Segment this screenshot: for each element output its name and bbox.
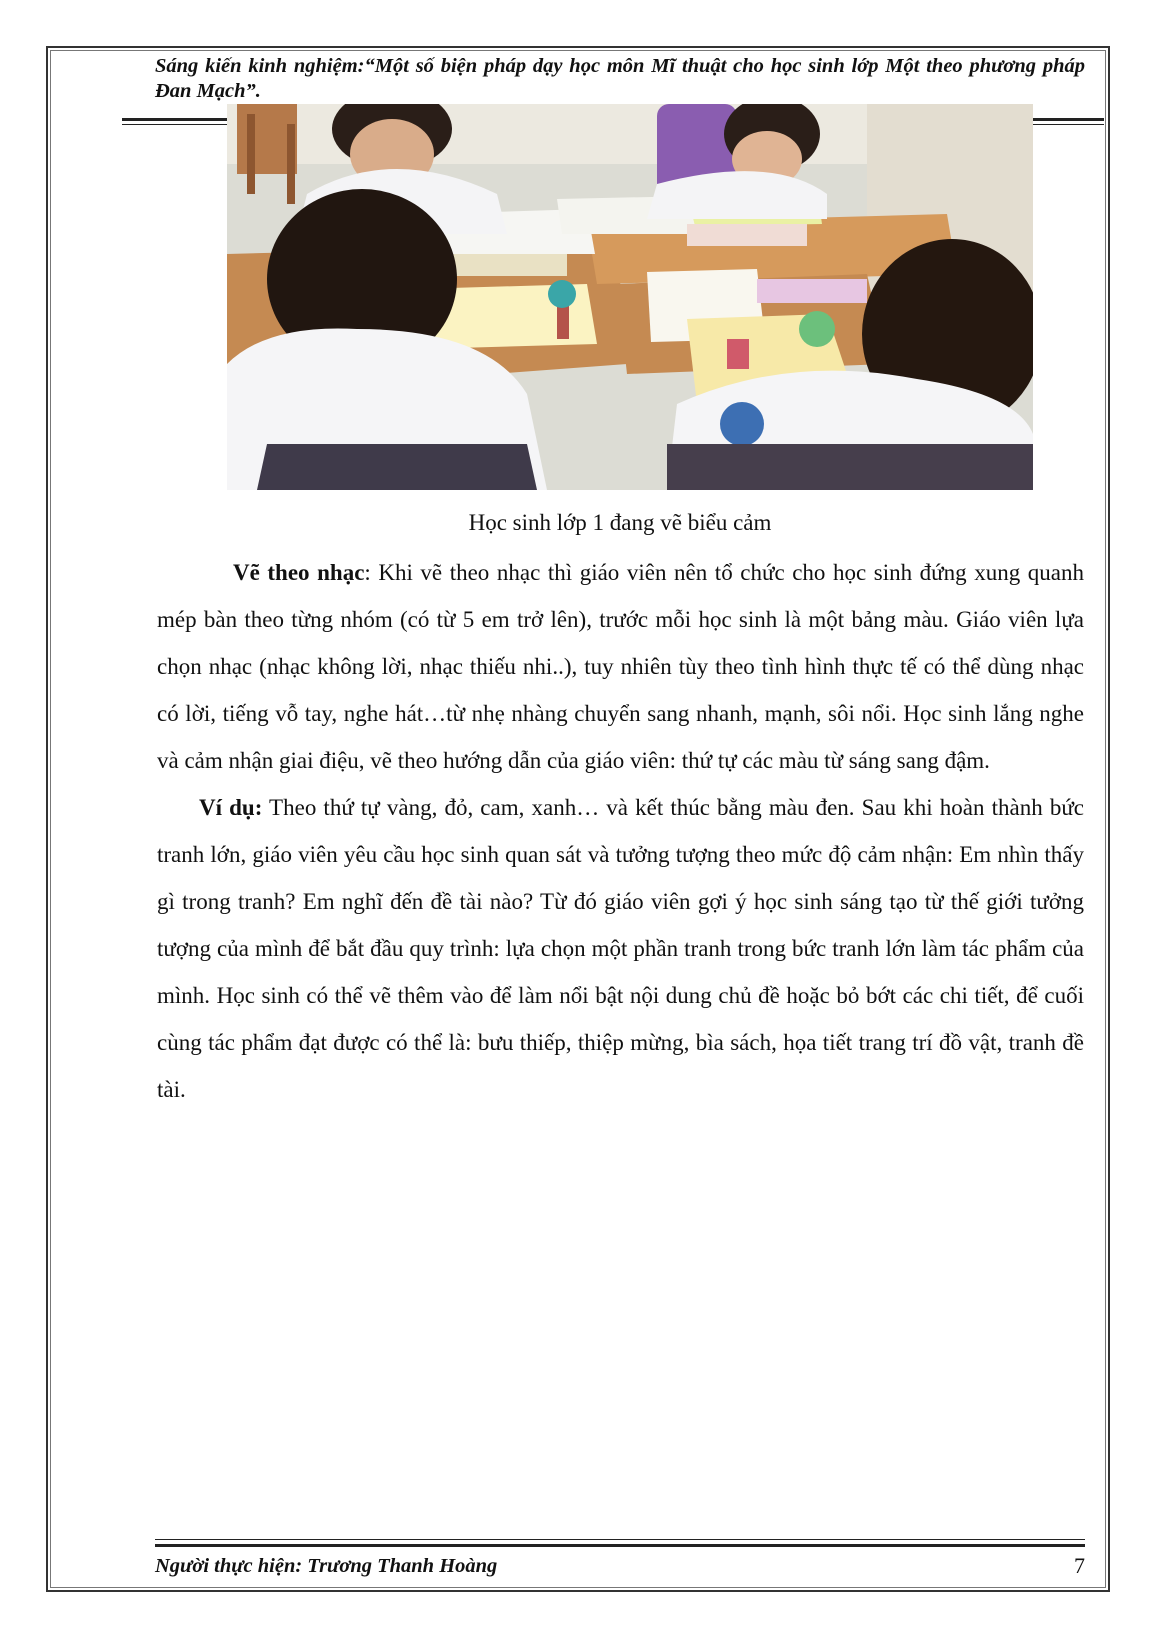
document-header: Sáng kiến kinh nghiệm:“Một số biện pháp dạy học môn Mĩ thuật cho học sinh lớp Một theo phương pháp Đan Mạch”.: [155, 55, 1085, 102]
term-vi-du: Ví dụ:: [199, 795, 263, 820]
term-ve-theo-nhac: Vẽ theo nhạc: [233, 560, 365, 585]
footer-rule: [155, 1544, 1085, 1547]
footer-author: Người thực hiện: Trương Thanh Hoàng: [155, 1555, 498, 1577]
body-text: [157, 549, 1084, 1113]
paragraph-text: Theo thứ tự vàng, đỏ, cam, xanh… và kết thúc bằng màu đen. Sau khi hoàn thành bức tranh lớn, giáo viên yêu cầu học sinh quan sát và tưởng tượng theo mức độ cảm nhận: Em nhìn thấy gì trong tranh? Em nghĩ đến đề tài nào? Từ đó giáo viên gợi ý học sinh sáng tạo từ thế giới tưởng tượng của mình để bắt đầu quy trình: lựa chọn một phần tranh trong bức tranh lớn làm tác phẩm của mình. Học sinh có thể vẽ thêm vào để làm nổi bật nội dung chủ đề hoặc bỏ bớt các chi tiết, để cuối cùng tác phẩm đạt được có thể là: bưu thiếp, thiệp mừng, bìa sách, họa tiết trang trí đồ vật, tranh đề tài.: [157, 795, 1084, 1102]
paragraph-vi-du: [157, 784, 1084, 1113]
figure-caption: Học sinh lớp 1 đang vẽ biểu cảm: [468, 510, 772, 535]
paragraph-text: : Khi vẽ theo nhạc thì giáo viên nên tổ chức cho học sinh đứng xung quanh mép bàn theo từng nhóm (có từ 5 em trở lên), trước mỗi học sinh là một bảng màu. Giáo viên lựa chọn nhạc (nhạc không lời, nhạc thiếu nhi..), tuy nhiên tùy theo tình hình thực tế có thể dùng nhạc có lời, tiếng vỗ tay, nghe hát…từ nhẹ nhàng chuyển sang nhanh, mạnh, sôi nổi. Học sinh lắng nghe và cảm nhận giai điệu, vẽ theo hướng dẫn của giáo viên: thứ tự các màu từ sáng sang đậm.: [157, 560, 1084, 773]
paragraph-ve-theo-nhac: [157, 549, 1084, 784]
classroom-photo: [227, 104, 1033, 490]
page-number: 7: [1074, 1553, 1085, 1578]
footer-rule-thin: [155, 1539, 1085, 1540]
